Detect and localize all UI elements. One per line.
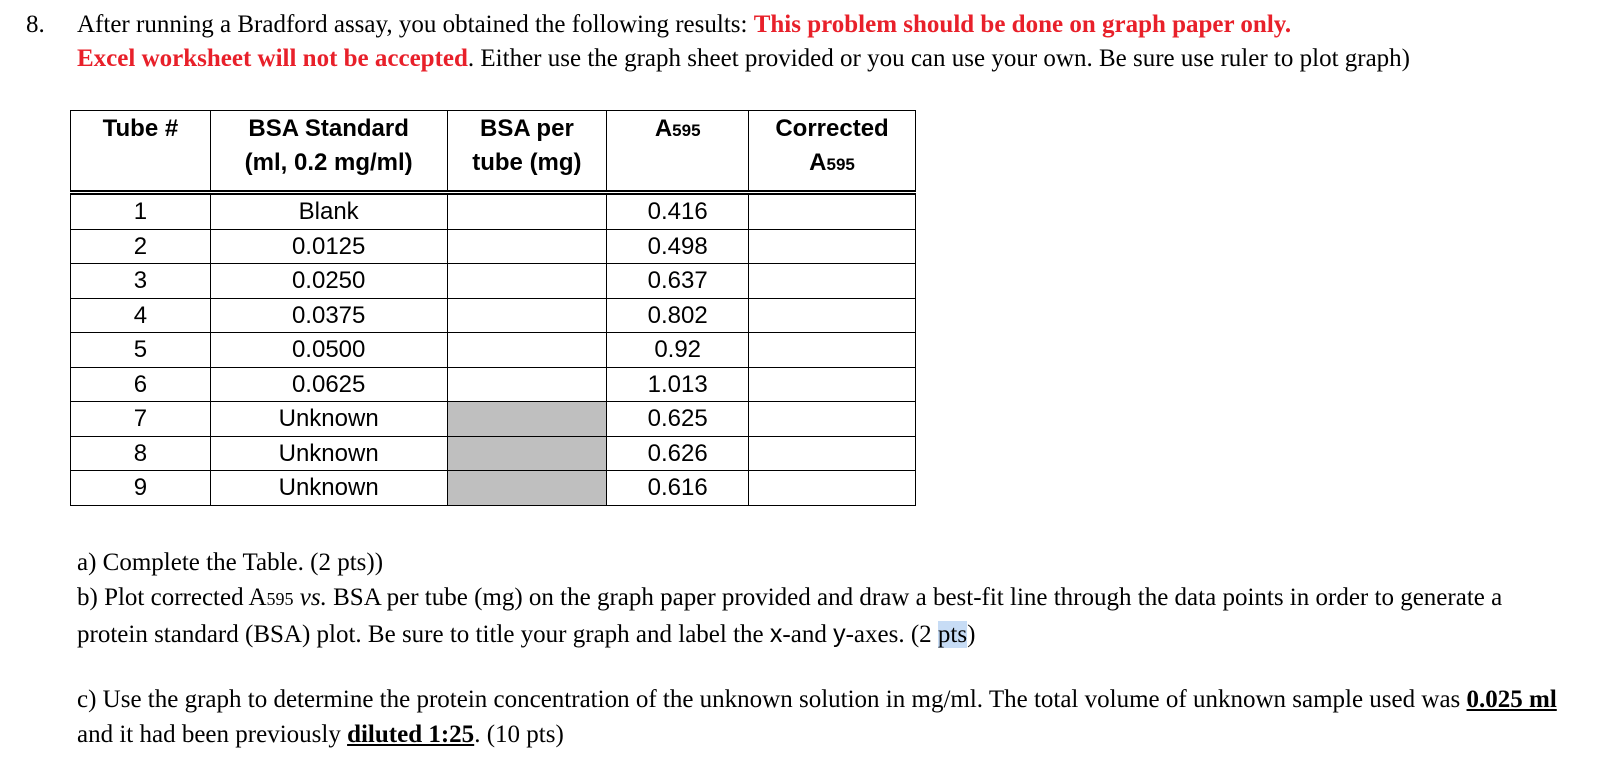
instructions-text: . Either use the graph sheet provided or you can use your own. Be sure use ruler to plot graph) [467, 45, 1411, 72]
cell-bsa-per-tube-shaded [447, 471, 607, 506]
cell-tube: 6 [71, 367, 211, 402]
cell-corrected [749, 264, 916, 299]
cell-a595: 0.92 [607, 333, 749, 368]
table-row [71, 298, 916, 333]
cell-bsa-per-tube [447, 333, 607, 368]
spacer [77, 652, 1577, 682]
cell-a595: 0.625 [607, 402, 749, 437]
volume-value: 0.025 ml [1466, 686, 1557, 713]
problem-text [77, 8, 1586, 76]
cell-corrected [749, 333, 916, 368]
cell-tube: 1 [71, 193, 211, 230]
table-row [71, 471, 916, 506]
cell-tube: 4 [71, 298, 211, 333]
cell-standard: Blank [210, 193, 447, 230]
cell-corrected [749, 229, 916, 264]
intro-text: After running a Bradford assay, you obtained the following results: [77, 11, 748, 38]
problem-number: 8. [26, 11, 45, 38]
cell-tube: 7 [71, 402, 211, 437]
cell-tube: 3 [71, 264, 211, 299]
warning-excel: Excel worksheet will not be accepted [77, 45, 468, 72]
warning-graph-paper: This problem should be done on graph paper only. [753, 11, 1292, 38]
x-axis-label: x [769, 620, 783, 648]
cell-standard: Unknown [210, 471, 447, 506]
header-bsa-per-tube: BSA per tube (mg) [447, 111, 607, 193]
selected-text[interactable]: pts [937, 621, 968, 648]
cell-standard: 0.0500 [210, 333, 447, 368]
cell-tube: 8 [71, 436, 211, 471]
cell-bsa-per-tube [447, 264, 607, 299]
cell-a595: 0.637 [607, 264, 749, 299]
cell-a595: 0.616 [607, 471, 749, 506]
question-parts [77, 545, 1577, 752]
header-corrected-a595: Corrected A595 [749, 111, 916, 193]
cell-bsa-per-tube-shaded [447, 436, 607, 471]
cell-corrected [749, 471, 916, 506]
table-row [71, 367, 916, 402]
table-row [71, 333, 916, 368]
dilution-value: diluted 1:25 [347, 721, 475, 748]
cell-a595: 0.802 [607, 298, 749, 333]
cell-corrected [749, 298, 916, 333]
bradford-table [70, 110, 916, 506]
header-bsa-standard: BSA Standard (ml, 0.2 mg/ml) [210, 111, 447, 193]
cell-standard: 0.0125 [210, 229, 447, 264]
cell-standard: 0.0625 [210, 367, 447, 402]
cell-standard: 0.0375 [210, 298, 447, 333]
cell-a595: 0.626 [607, 436, 749, 471]
table-row [71, 264, 916, 299]
cell-corrected [749, 402, 916, 437]
cell-bsa-per-tube [447, 298, 607, 333]
cell-standard: Unknown [210, 402, 447, 437]
cell-tube: 5 [71, 333, 211, 368]
cell-corrected [749, 193, 916, 230]
table-row [71, 193, 916, 230]
cell-tube: 9 [71, 471, 211, 506]
cell-tube: 2 [71, 229, 211, 264]
cell-standard: 0.0250 [210, 264, 447, 299]
part-b: b) Plot corrected A595 vs. BSA per tube (mg) on the graph paper provided and draw a best-fit line through the data points in order to generate a protein standard (BSA) plot. Be sure to title your graph and label the x-and y-axes. (2 pts) [77, 584, 1503, 648]
cell-a595: 0.498 [607, 229, 749, 264]
header-a595: A595 [607, 111, 749, 193]
cell-bsa-per-tube-shaded [447, 402, 607, 437]
part-a: a) Complete the Table. (2 pts)) [77, 549, 384, 576]
cell-standard: Unknown [210, 436, 447, 471]
table-row [71, 436, 916, 471]
cell-corrected [749, 436, 916, 471]
y-axis-label: y [833, 620, 846, 648]
cell-a595: 1.013 [607, 367, 749, 402]
table-header-row [71, 111, 916, 193]
cell-a595: 0.416 [607, 193, 749, 230]
header-tube: Tube # [71, 111, 211, 193]
cell-bsa-per-tube [447, 193, 607, 230]
cell-corrected [749, 367, 916, 402]
table-row [71, 229, 916, 264]
problem-statement [26, 8, 1586, 76]
part-c: c) Use the graph to determine the protein concentration of the unknown solution in mg/ml. The total volume of unknown sample used was 0.025 ml and it had been previously diluted 1:25. (10 pts) [77, 686, 1557, 748]
cell-bsa-per-tube [447, 229, 607, 264]
table-row [71, 402, 916, 437]
cell-bsa-per-tube [447, 367, 607, 402]
